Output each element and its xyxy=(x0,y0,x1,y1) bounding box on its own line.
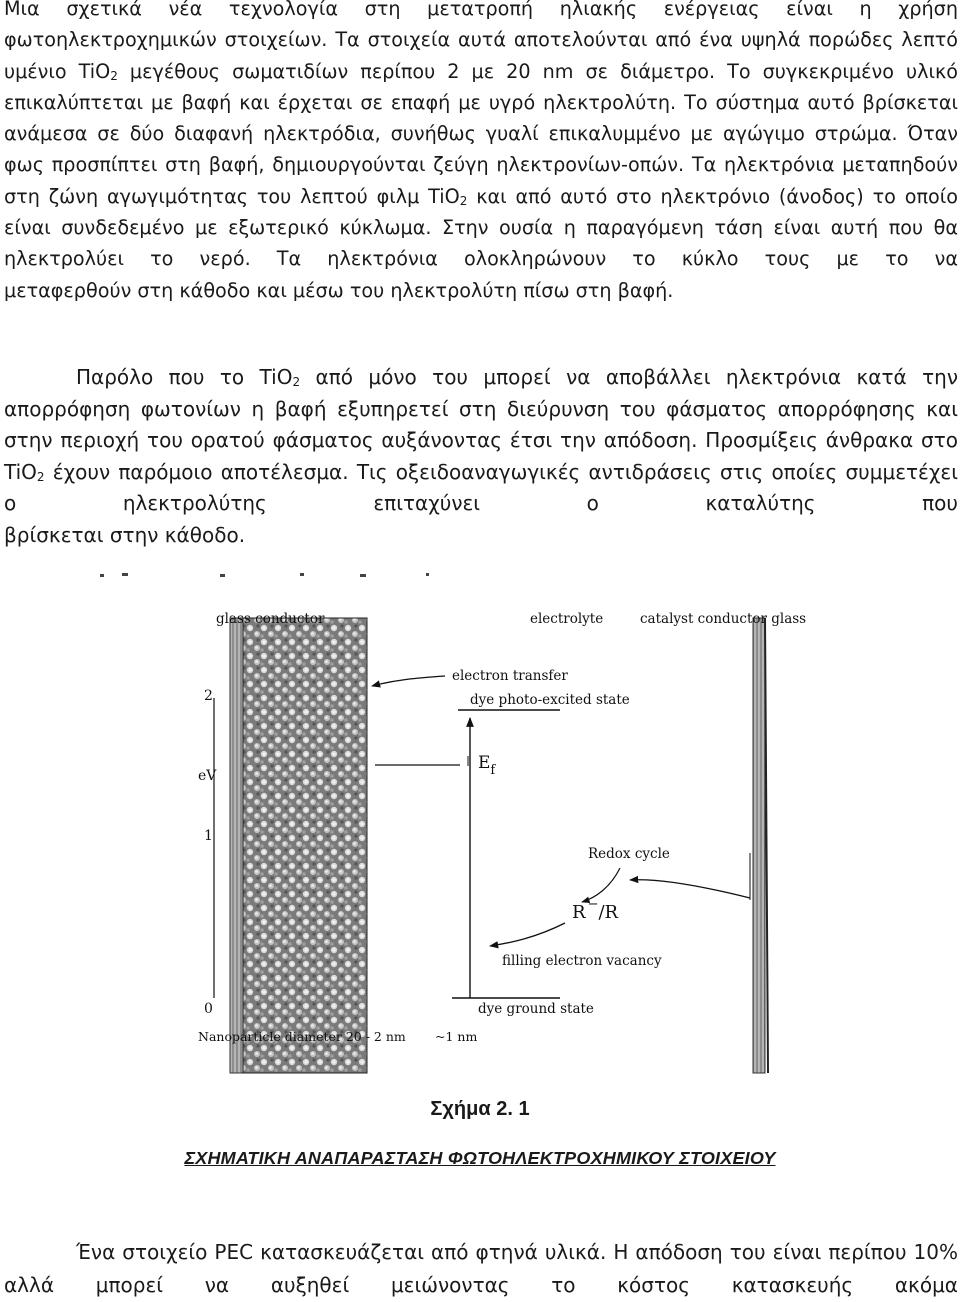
paragraph-last-line: μεταφερθούν στη κάθοδο και μέσω του ηλεκτρολύτη πίσω στη βαφή. xyxy=(4,278,674,302)
redox-couple-label: R −/R xyxy=(572,897,619,923)
figure-title: ΣΧΗΜΑΤΙΚΗ ΑΝΑΠΑΡΑΣΤΑΣΗ ΦΩΤΟΗΛΕΚΤΡΟΧΗΜΙΚΟΥ ΣΤΟΙΧΕΙΟΥ xyxy=(184,1148,776,1168)
dye-ground-label: dye ground state xyxy=(478,1001,594,1017)
paragraph-cost: Ένα στοιχείο PEC κατασκευάζεται από φτηνά υλικά. Η απόδοση του είναι περίπου 10% αλλά μπορεί να αυξηθεί μειώνοντας το κόστος κατασκευής ακόμα xyxy=(4,1240,958,1297)
glass-conductor-right xyxy=(753,618,765,1073)
scan-artifacts xyxy=(100,573,429,577)
redox-arrow xyxy=(630,880,750,898)
catalyst-label: catalyst conductor glass xyxy=(640,611,807,627)
electron-transfer-arrow xyxy=(372,676,445,686)
figure-number: Σχήμα 2. 1 xyxy=(430,1098,530,1120)
redox-cycle-label: Redox cycle xyxy=(588,846,670,862)
dye-excited-label: dye photo-excited state xyxy=(470,692,630,708)
electrolyte-label: electrolyte xyxy=(530,611,604,627)
tick-label-1: 1 xyxy=(204,828,213,844)
dye-thickness-label: ~1 nm xyxy=(435,1029,478,1044)
paragraph-last-line: βρίσκεται στην κάθοδο. xyxy=(4,522,246,547)
glass-conductor-label: glass conductor xyxy=(216,611,325,627)
tick-label-0: 0 xyxy=(204,1001,213,1017)
redox-return-arrow xyxy=(490,923,565,946)
fermi-level-label: $E_f$ xyxy=(478,753,496,778)
glass-conductor-left xyxy=(230,618,243,1073)
pec-cell-diagram xyxy=(190,568,807,1083)
electron-transfer-label: electron transfer xyxy=(452,668,568,684)
nanoparticle-diameter-label: Nanoparticle diameter 20 - 2 nm xyxy=(198,1029,406,1044)
axis-unit-label: eV xyxy=(198,768,217,784)
filling-vacancy-label: filling electron vacancy xyxy=(502,953,662,969)
paragraph-dye-role: Παρόλο που το TiO$_2$ από μόνο του μπορεί να αποβάλλει ηλεκτρόνια κατά την απορρόφηση φωτονίων η βαφή εξυπηρετεί στη διεύρυνση του φάσματος απορρόφησης και στην περιοχή του ορατού φάσματος αυξάνοντας έτσι την απόδοση. Προσμίξεις άνθρακα στο TiO$_2$ έχουν παρόμοιο αποτέλεσμα. Τις οξειδοαναγωγικές αντιδράσεις στις οποίες συμμετέχει ο ηλεκτρολύτης επιταχύνει ο καταλύτης που βρίσκεται στην κάθοδο. xyxy=(4,362,958,551)
nanoparticle-film xyxy=(243,618,367,1073)
paragraph-intro: Μια σχετικά νέα τεχνολογία στη μετατροπή ηλιακής ενέργειας είναι η χρήση φωτοηλεκτροχημικών στοιχείων. Τα στοιχεία αυτά αποτελούνται από ένα υψηλά πορώδες λεπτό υμένιο TiO$_2$ μεγέθους σωματιδίων περίπου 2 με 20 nm σε διάμετρο. Το συγκεκριμένο υλικό επικαλύπτεται με βαφή και έρχεται σε επαφή με υγρό ηλεκτρολύτη. Το σύστημα αυτό βρίσκεται ανάμεσα σε δύο διαφανή ηλεκτρόδια, συνήθως γυαλί επικαλυμμένο με αγώγιμο στρώμα. Όταν φως προσπίπτει στη βαφή, δημιουργούνται ζεύγη ηλεκτρονίων-οπών. Τα ηλεκτρόνια μεταπηδούν στη ζώνη αγωγιμότητας του λεπτού φιλμ TiO$_2$ και από αυτό στο ηλεκτρόνιο (άνοδος) το οποίο είναι συνδεδεμένο με εξωτερικό κύκλωμα. Στην ουσία η παραγόμενη τάση είναι αυτή που θα ηλεκτρολύει το νερό. Τα ηλεκτρόνια ολοκληρώνουν το κύκλο τους με το να μεταφερθούν στη κάθοδο και μέσω του ηλεκτρολύτη πίσω στη βαφή. xyxy=(4,0,958,306)
tick-label-2: 2 xyxy=(204,688,213,704)
